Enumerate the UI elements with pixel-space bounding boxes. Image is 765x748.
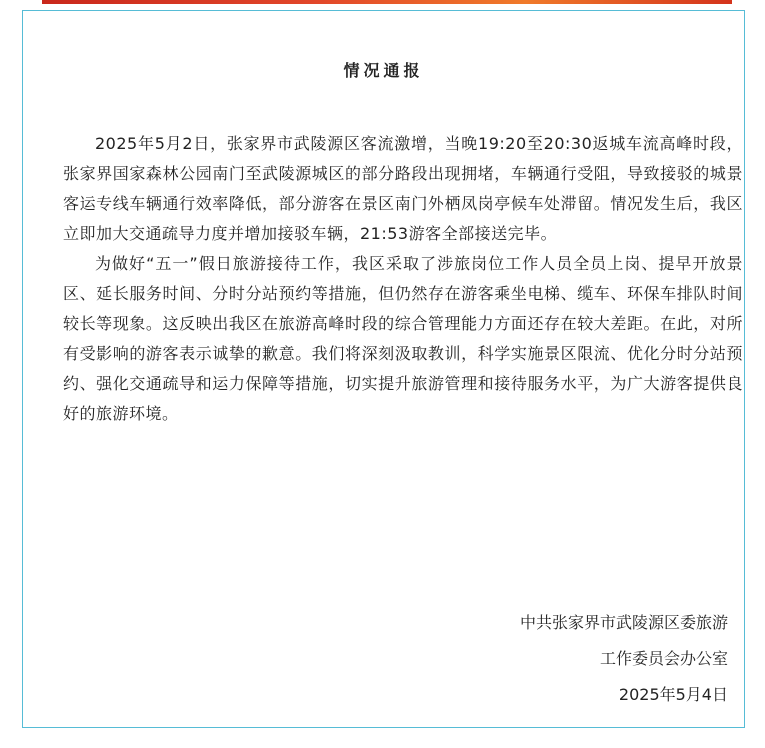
notice-body — [63, 129, 743, 429]
notice-title: 情况通报 — [343, 61, 424, 80]
signature-org-line-1: 中共张家界市武陵源区委旅游 — [519, 613, 728, 632]
signature-org-line-2: 工作委员会办公室 — [599, 649, 728, 668]
signature-date: 2025年5月4日 — [618, 685, 728, 704]
notice-frame — [22, 10, 745, 728]
notice-paragraph-2: 为做好“五一”假日旅游接待工作，我区采取了涉旅岗位工作人员全员上岗、提早开放景区、延长服务时间、分时分站预约等措施，但仍然存在游客乘坐电梯、缆车、环保车排队时间较长等现象。这反映出我区在旅游高峰时段的综合管理能力方面还存在较大差距。在此，对所有受影响的游客表示诚挚的歉意。我们将深刻汲取教训，科学实施景区限流、优化分时分站预约、强化交通疏导和运力保障等措施，切实提升旅游管理和接待服务水平，为广大游客提供良好的旅游环境。 — [63, 254, 743, 423]
notice-signature — [520, 605, 728, 713]
notice-paragraph-1: 2025年5月2日，张家界市武陵源区客流激增，当晚19:20至20:30返城车流高峰时段，张家界国家森林公园南门至武陵源城区的部分路段出现拥堵，车辆通行受阻，导致接驳的城景客运专线车辆通行效率降低，部分游客在景区南门外栖凤岗亭候车处滞留。情况发生后，我区立即加大交通疏导力度并增加接驳车辆，21:53游客全部接送完毕。 — [63, 134, 743, 243]
top-banner-strip — [42, 0, 732, 4]
